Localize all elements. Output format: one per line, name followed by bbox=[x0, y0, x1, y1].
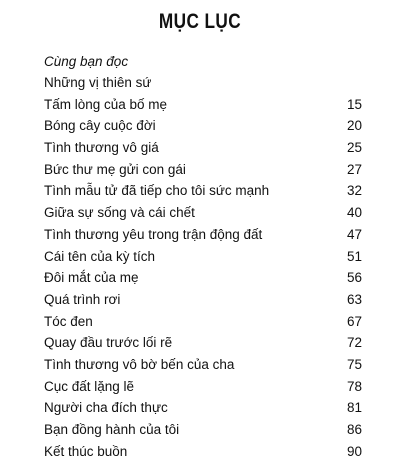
toc-entry-title: Tóc đen bbox=[44, 313, 93, 329]
toc-entry-title: Kết thúc buồn bbox=[44, 443, 128, 459]
toc-entry-title: Bạn đồng hành của tôi bbox=[44, 422, 180, 437]
toc-entry-page-number: 56 bbox=[346, 270, 362, 286]
toc-entry bbox=[44, 202, 362, 224]
toc-entry-page-number: 15 bbox=[346, 96, 362, 112]
toc-entry bbox=[44, 397, 362, 419]
toc-entry bbox=[44, 224, 362, 246]
toc-entry-page-number: 25 bbox=[346, 140, 362, 156]
toc-entry bbox=[44, 332, 362, 354]
toc-entry-title: Tấm lòng của bố mẹ bbox=[44, 96, 168, 112]
toc-entry bbox=[44, 376, 362, 398]
toc-entry-page-number: 20 bbox=[346, 118, 362, 134]
toc-entry-page-number: 75 bbox=[346, 356, 362, 372]
toc-entry-page-number: 40 bbox=[346, 205, 362, 221]
toc-entry bbox=[44, 267, 362, 289]
page-title: MỤC LỤC bbox=[158, 10, 242, 33]
toc-entry-page-number: 81 bbox=[346, 400, 362, 416]
toc-entry bbox=[44, 159, 362, 181]
toc-entry-title: Tình thương yêu trong trận động đất bbox=[44, 226, 263, 242]
toc-entry-page-number: 32 bbox=[346, 183, 362, 199]
toc-entry bbox=[44, 72, 362, 94]
toc-entry-title: Quá trình rơi bbox=[44, 291, 121, 307]
toc-entry-page-number: 78 bbox=[346, 378, 362, 394]
toc-entry-title: Giữa sự sống và cái chết bbox=[44, 205, 195, 221]
toc-entry-title: Người cha đích thực bbox=[44, 400, 168, 416]
toc-entry-title: Cái tên của kỳ tích bbox=[44, 248, 156, 264]
section-label: Cùng bạn đọc bbox=[44, 54, 129, 69]
toc-entry-page-number: 72 bbox=[346, 335, 362, 351]
toc-entry-title: Đôi mắt của mẹ bbox=[44, 270, 139, 286]
toc-entry bbox=[44, 441, 362, 462]
toc-entry bbox=[44, 354, 362, 376]
toc-entry-page-number: 86 bbox=[346, 422, 362, 437]
toc-entry-page-number: 67 bbox=[346, 313, 362, 329]
toc-entry-title: Tình mẫu tử đã tiếp cho tôi sức mạnh bbox=[44, 183, 270, 199]
toc-entry-page-number: 27 bbox=[346, 161, 362, 177]
toc-entry-title: Tình thương vô giá bbox=[44, 140, 159, 156]
toc-entry bbox=[44, 137, 362, 159]
toc-entry-page-number: 47 bbox=[346, 226, 362, 242]
toc-entry bbox=[44, 419, 362, 441]
toc-entry-title: Tình thương vô bờ bến của cha bbox=[44, 356, 235, 372]
toc-entry bbox=[44, 115, 362, 137]
toc-entry-title: Quay đầu trước lối rẽ bbox=[44, 335, 173, 351]
toc-entries bbox=[44, 72, 362, 462]
toc-entry-title: Cục đất lặng lẽ bbox=[44, 378, 135, 394]
toc-entry-page-number: 51 bbox=[346, 248, 362, 264]
toc-entry bbox=[44, 94, 362, 116]
toc-entry bbox=[44, 289, 362, 311]
toc-entry bbox=[44, 246, 362, 268]
toc-entry-page-number: 90 bbox=[346, 443, 362, 459]
toc-entry bbox=[44, 311, 362, 333]
toc-entry-title: Những vị thiên sứ bbox=[44, 75, 152, 90]
toc-entry bbox=[44, 180, 362, 202]
toc-entry-title: Bóng cây cuộc đời bbox=[44, 118, 156, 134]
toc-list bbox=[44, 51, 362, 462]
toc-entry-page-number: 63 bbox=[346, 291, 362, 307]
toc-entry-title: Bức thư mẹ gửi con gái bbox=[44, 161, 186, 177]
